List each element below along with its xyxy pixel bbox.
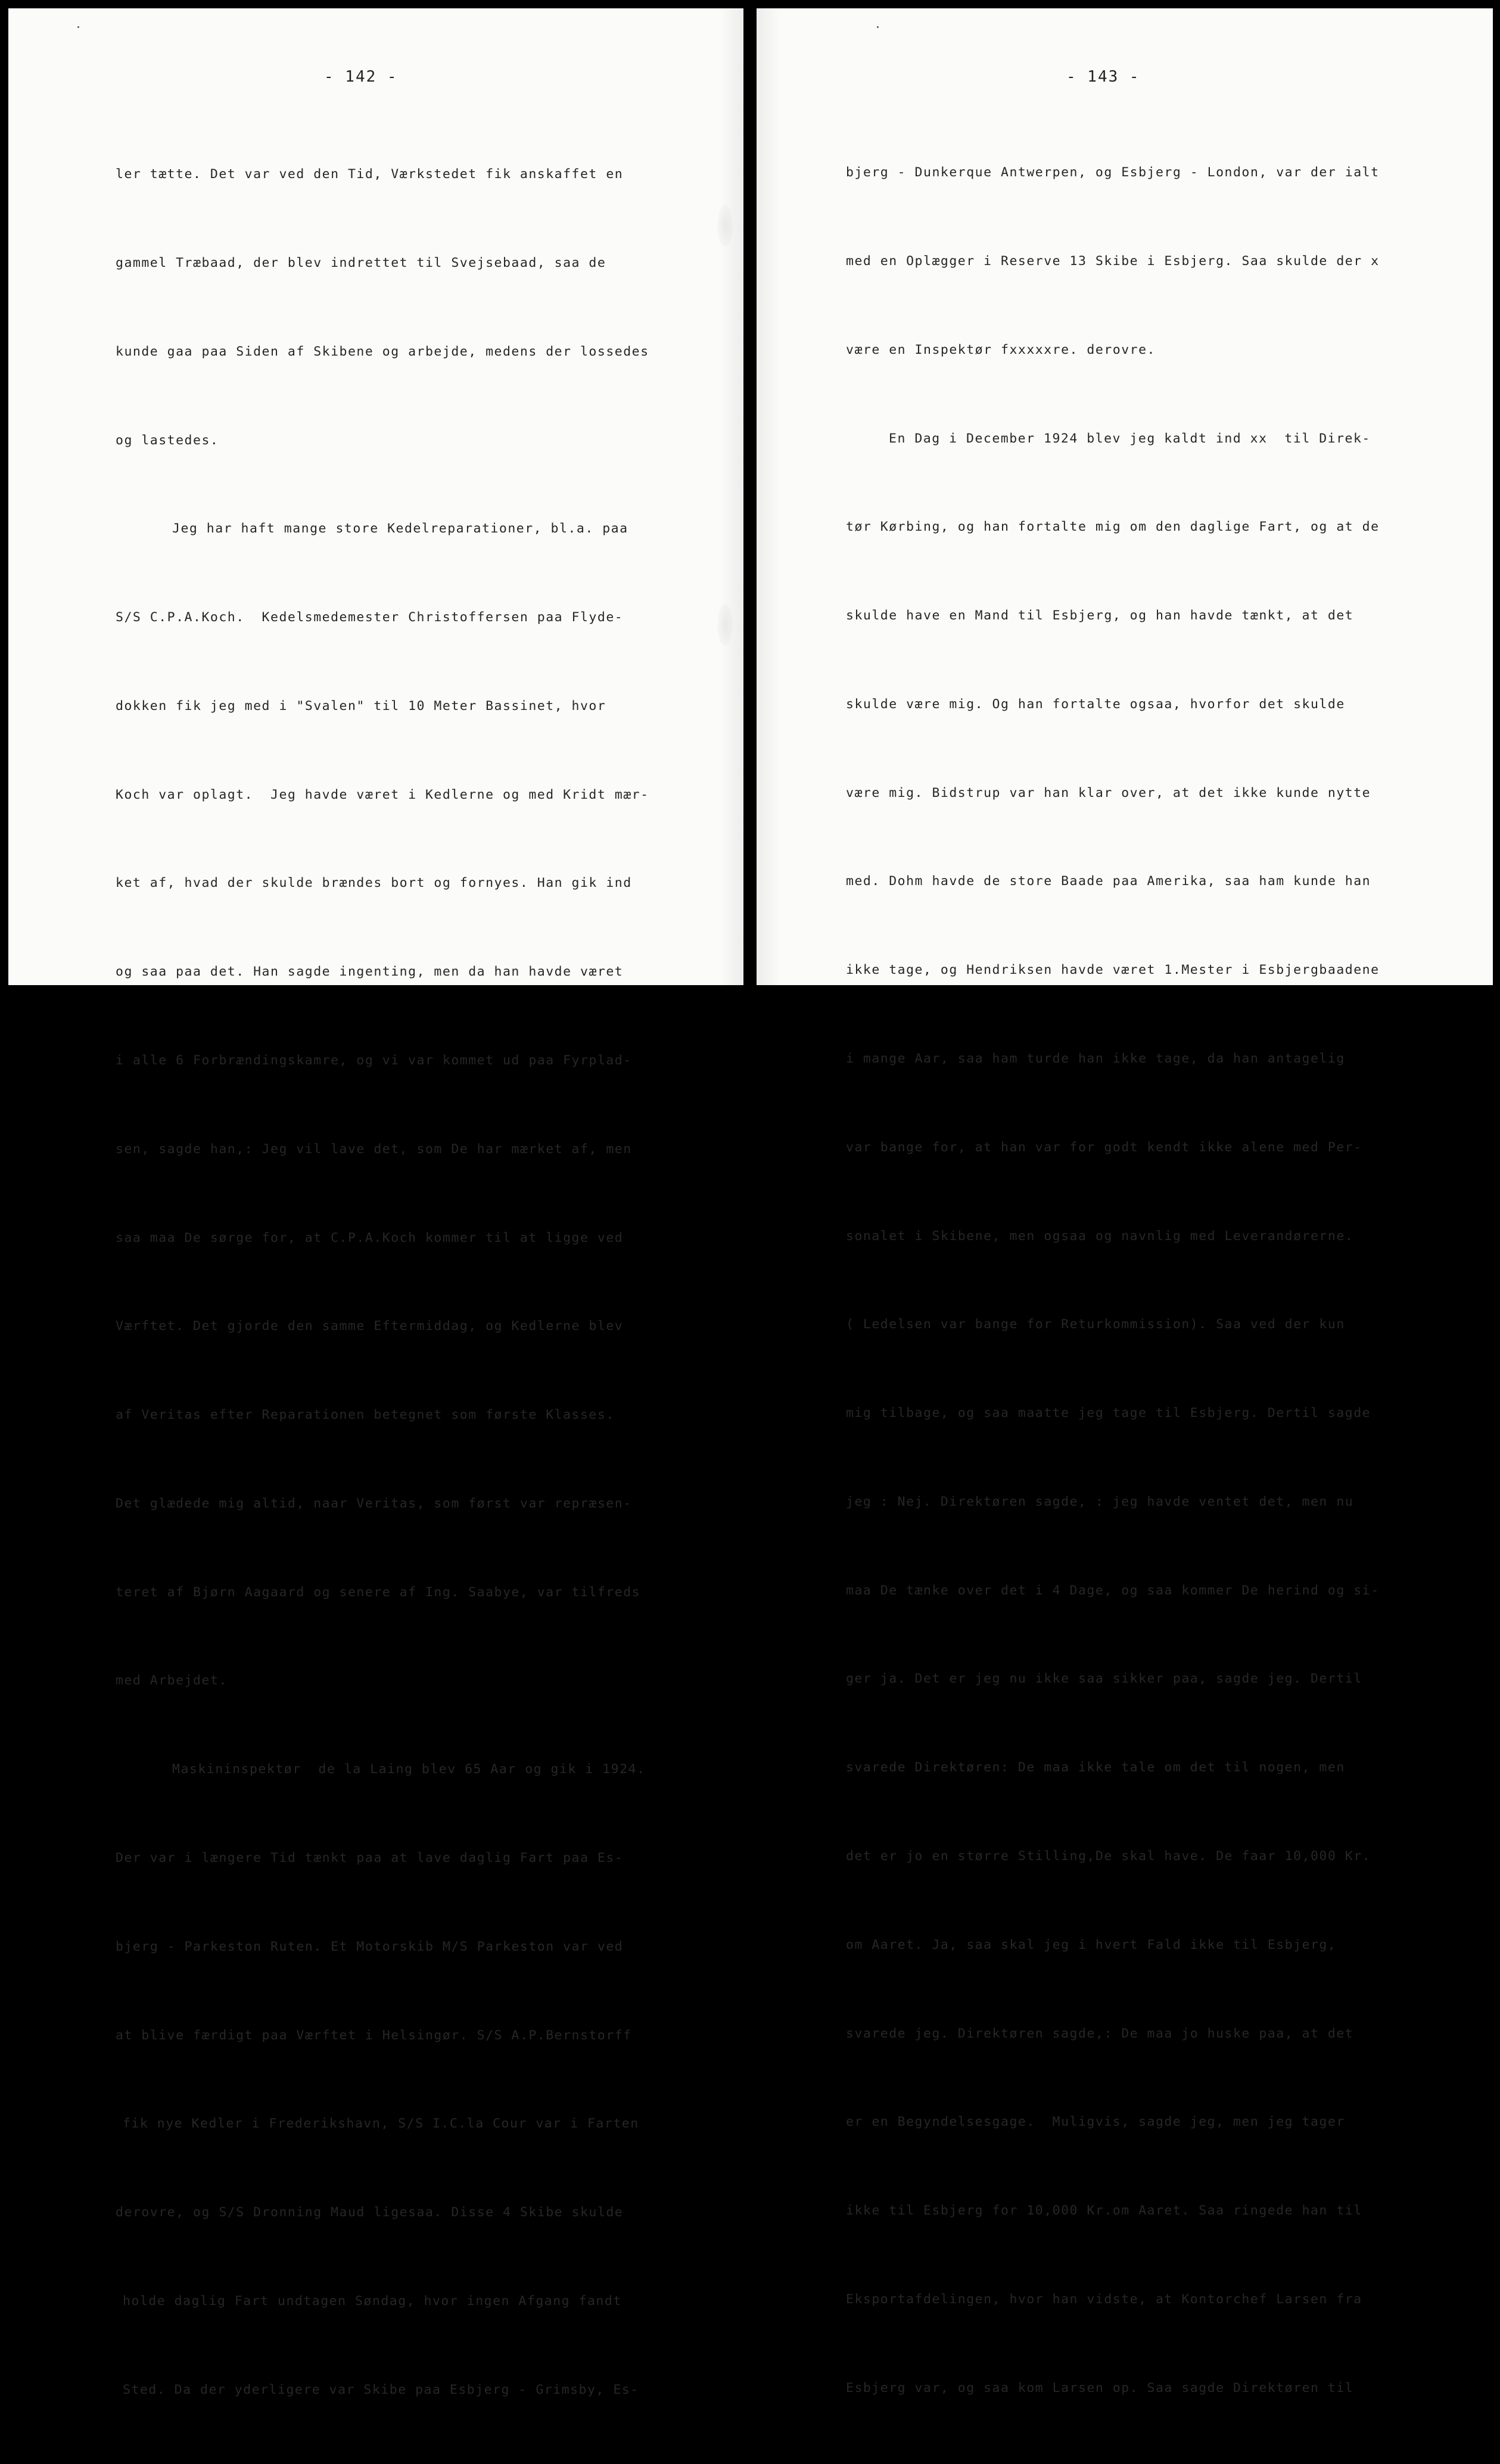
text-line: jeg : Nej. Direktøren sagde, : jeg havde ventet det, men nu [846,1494,1354,1509]
text-line: dokken fik jeg med i "Svalen" til 10 Meter Bassinet, hvor [116,698,606,714]
text-line: skulde være mig. Og han fortalte ogsaa, hvorfor det skulde [846,696,1345,712]
text-line: Eksportafdelingen, hvor han vidste, at Kontorchef Larsen fra [846,2291,1362,2307]
text-line: kunde gaa paa Siden af Skibene og arbejde, medens der lossedes [116,344,649,359]
text-line: Jeg har haft mange store Kedelreparationer, bl.a. paa [172,521,628,537]
text-line: sonalet i Skibene, men ogsaa og navnlig med Leverandørerne. [846,1228,1354,1244]
text-line: S/S C.P.A.Koch. Kedelsmedemester Christoffersen paa Flyde- [116,610,624,625]
text-line: med. Dohm havde de store Baade paa Amerika, saa ham kunde han [846,874,1371,889]
typed-text-block [116,101,649,2464]
text-line: saa maa De sørge for, at C.P.A.Koch kommer til at ligge ved [116,1230,624,1245]
text-line: i alle 6 Forbrændingskamre, og vi var kommet ud paa Fyrplad- [116,1053,632,1068]
text-line: ikke tage, og Hendriksen havde været 1.Mester i Esbjergbaadene [846,962,1380,978]
text-line: med Arbejdet. [116,1673,228,1689]
scan-speck [77,26,79,28]
text-line: ler tætte. Det var ved den Tid, Værkstedet fik anskaffet en [116,167,624,182]
text-line: Det glædede mig altid, naar Veritas, som først var repræsen- [116,1496,632,1511]
scan-speck [877,26,879,28]
text-line: er en Begyndelsesgage. Muligvis, sagde jeg, men jeg tager [846,2114,1345,2130]
text-line: bjerg - Parkeston Ruten. Et Motorskib M/S Parkeston var ved [116,1939,624,1954]
text-line: mig tilbage, og saa maatte jeg tage til Esbjerg. Dertil sagde [846,1406,1371,1421]
text-line: tør Kørbing, og han fortalte mig om den daglige Fart, og at de [846,519,1380,535]
text-line: fik nye Kedler i Frederikshavn, S/S I.C.la Cour var i Farten [123,2116,639,2132]
text-line: i mange Aar, saa ham turde han ikke tage, da han antagelig [846,1051,1345,1066]
text-line: Esbjerg var, og saa kom Larsen op. Saa sagde Direktøren til [846,2380,1354,2396]
left-page [8,8,743,2397]
text-line: ikke til Esbjerg for 10,000 Kr.om Aaret. Saa ringede han til [846,2203,1362,2219]
page-number: - 142 - [324,68,398,86]
text-line: var bange for, at han var for godt kendt ikke alene med Per- [846,1139,1362,1155]
text-line: bjerg - Dunkerque Antwerpen, og Esbjerg - London, var der ialt [846,165,1380,180]
text-line: Sted. Da der yderligere var Skibe paa Esbjerg - Grimsby, Es- [123,2382,639,2397]
text-line: om Aaret. Ja, saa skal jeg i hvert Fald ikke til Esbjerg, [846,1937,1337,1952]
right-page [757,8,1493,2396]
text-line: og saa paa det. Han sagde ingenting, men da han havde været [116,964,624,980]
text-line: være en Inspektør fxxxxxre. derovre. [846,342,1156,357]
page-gutter-shadow [757,8,780,985]
text-line: holde daglig Fart undtagen Søndag, hvor ingen Afgang fandt [123,2293,622,2309]
text-line: Maskininspektør de la Laing blev 65 Aar og gik i 1924. [172,1762,646,1777]
text-line: Værftet. Det gjorde den samme Eftermiddag, og Kedlerne blev [116,1319,624,1334]
text-line: svarede Direktøren: De maa ikke tale om det til nogen, men [846,1760,1345,1775]
text-line: gammel Træbaad, der blev indrettet til Svejsebaad, saa de [116,255,606,270]
text-line: svarede jeg. Direktøren sagde,: De maa jo huske paa, at det [846,2026,1354,2041]
text-line: ket af, hvad der skulde brændes bort og fornyes. Han gik ind [116,876,632,891]
punch-hole-shadow [717,604,733,646]
text-line: Der var i længere Tid tænkt paa at lave daglig Fart paa Es- [116,1851,624,1866]
text-line: ( Ledelsen var bange for Returkommission). Saa ved der kun [846,1317,1345,1332]
text-line: at blive færdigt paa Værftet i Helsingør. S/S A.P.Bernstorff [116,2027,632,2043]
text-line: derovre, og S/S Dronning Maud ligesaa. Disse 4 Skibe skulde [116,2205,624,2220]
text-line: teret af Bjørn Aagaard og senere af Ing. Saabye, var tilfreds [116,1584,641,1600]
text-line: maa De tænke over det i 4 Dage, og saa kommer De herind og si- [846,1583,1380,1598]
typed-text-block [846,99,1380,2462]
text-line: af Veritas efter Reparationen betegnet som første Klasses. [116,1407,615,1423]
text-line: det er jo en større Stilling,De skal have. De faar 10,000 Kr. [846,1849,1371,1864]
text-line: og lastedes. [116,432,219,448]
text-line: ger ja. Det er jeg nu ikke saa sikker paa, sagde jeg. Dertil [846,1671,1362,1687]
text-line: skulde have en Mand til Esbjerg, og han havde tænkt, at det [846,608,1354,624]
page-number: - 143 - [1066,68,1140,86]
punch-hole-shadow [717,205,733,247]
text-line: være mig. Bidstrup var han klar over, at det ikke kunde nytte [846,785,1371,800]
text-line: sen, sagde han,: Jeg vil lave det, som De har mærket af, men [116,1141,632,1157]
text-line: med en Oplægger i Reserve 13 Skibe i Esbjerg. Saa skulde der x [846,253,1380,269]
text-line: Koch var oplagt. Jeg havde været i Kedlerne og med Kridt mær- [116,787,649,802]
text-line: En Dag i December 1924 blev jeg kaldt ind xx til Direk- [889,431,1371,446]
page-gutter-shadow [720,8,743,985]
